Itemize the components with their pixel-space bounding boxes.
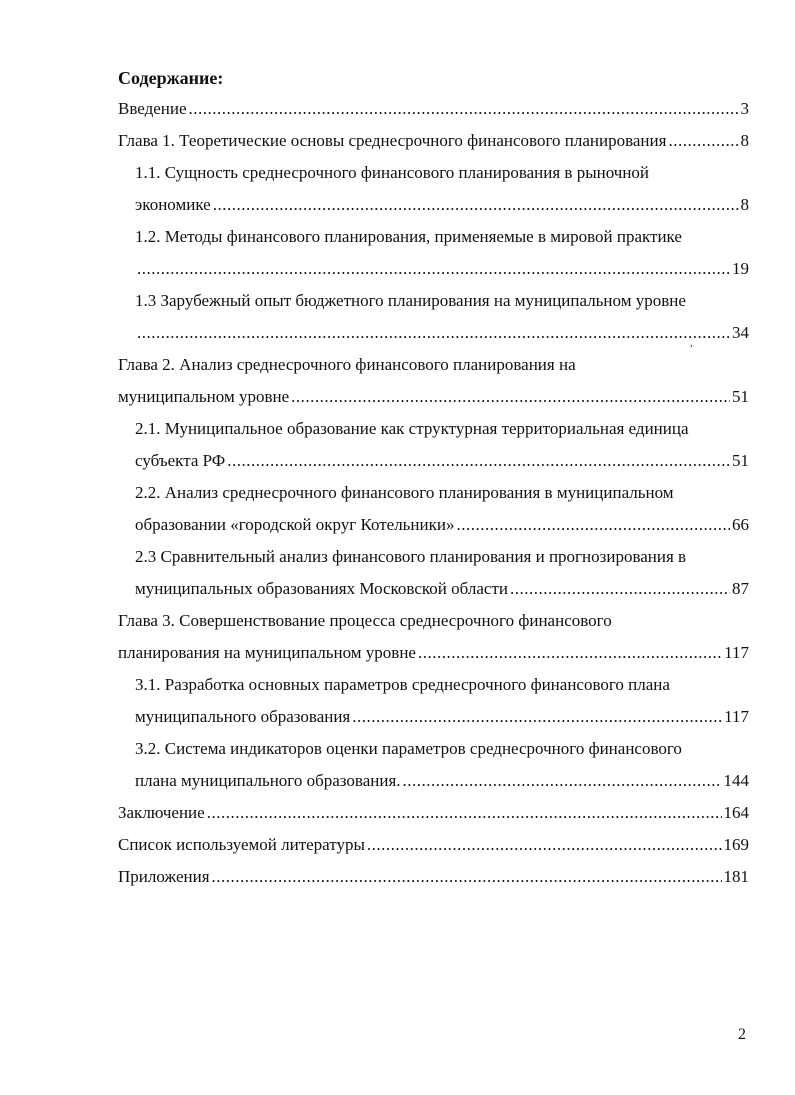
toc-entry-1-1 bbox=[135, 193, 749, 217]
toc-entry-title: Глава 1. Теоретические основы среднесрочного финансового планирования bbox=[118, 131, 667, 150]
toc-entry-1-1-line1: 1.1. Сущность среднесрочного финансового планирования в рыночной bbox=[135, 163, 650, 182]
toc-entry-3-2 bbox=[135, 769, 749, 793]
toc-entry-title: Заключение bbox=[118, 803, 205, 822]
toc-entry-title: муниципальных образованиях Московской области bbox=[135, 579, 508, 598]
toc-entry-1-3 bbox=[135, 321, 749, 345]
toc-entry-chapter-1 bbox=[118, 129, 749, 153]
toc-entry-chapter-3 bbox=[118, 641, 749, 665]
toc-entry-intro bbox=[118, 97, 749, 121]
leader-dots bbox=[137, 257, 730, 281]
toc-page-number: 87 bbox=[732, 579, 749, 598]
toc-page-number: 51 bbox=[732, 451, 749, 470]
leader-dots bbox=[352, 705, 722, 729]
toc-entry-appendix bbox=[118, 865, 749, 889]
toc-page-number: 164 bbox=[723, 803, 749, 822]
toc-entry-2-1 bbox=[135, 449, 749, 473]
toc-entry-2-3-line1: 2.3 Сравнительный анализ финансового планирования и прогнозирования в bbox=[135, 547, 687, 566]
toc-page-number: 51 bbox=[732, 387, 749, 406]
leader-dots bbox=[367, 833, 722, 857]
leader-dots bbox=[207, 801, 722, 825]
toc-entry-title: муниципального образования bbox=[135, 707, 351, 726]
toc-page-number: 117 bbox=[724, 707, 749, 726]
leader-dots bbox=[668, 129, 738, 153]
toc-entry-title: планирования на муниципальном уровне bbox=[118, 643, 416, 662]
toc-entry-1-2 bbox=[135, 257, 749, 281]
toc-entry-title: плана муниципального образования. bbox=[135, 771, 401, 790]
toc-page-number: 117 bbox=[724, 643, 749, 662]
leader-dots bbox=[291, 385, 730, 409]
leader-dots bbox=[189, 97, 739, 121]
toc-heading: Содержание: bbox=[118, 68, 224, 88]
toc-page-number: 8 bbox=[740, 131, 749, 150]
leader-dots bbox=[510, 577, 730, 601]
leader-dots bbox=[213, 193, 739, 217]
toc-entry-title: муниципальном уровне bbox=[118, 387, 290, 406]
toc-entry-title: экономике bbox=[135, 195, 211, 214]
toc-entry-3-1-line1: 3.1. Разработка основных параметров среднесрочного финансового плана bbox=[135, 675, 670, 694]
toc-entry-title: образовании «городской округ Котельники» bbox=[135, 515, 455, 534]
toc-page-number: 144 bbox=[723, 771, 749, 790]
leader-dots bbox=[227, 449, 730, 473]
toc-entry-2-1-line1: 2.1. Муниципальное образование как структурная территориальная единица bbox=[135, 419, 689, 438]
toc-entry-title: Введение bbox=[118, 99, 187, 118]
toc-page-number: 19 bbox=[732, 259, 749, 278]
toc-page-number: 181 bbox=[723, 867, 749, 886]
toc-entry-chapter-2-line1: Глава 2. Анализ среднесрочного финансового планирования на bbox=[118, 355, 576, 374]
leader-dots bbox=[137, 321, 730, 345]
toc-entry-3-2-line1: 3.2. Система индикаторов оценки параметров среднесрочного финансового bbox=[135, 739, 682, 758]
toc-page-number: 34 bbox=[732, 323, 749, 342]
toc-entry-1-2-line1: 1.2. Методы финансового планирования, применяемые в мировой практике bbox=[135, 227, 682, 246]
toc-entry-references bbox=[118, 833, 749, 857]
toc-entry-chapter-2 bbox=[118, 385, 749, 409]
leader-dots bbox=[418, 641, 722, 665]
toc-entry-1-3-line1: 1.3 Зарубежный опыт бюджетного планирования на муниципальном уровне bbox=[135, 291, 686, 310]
toc-entry-title: Приложения bbox=[118, 867, 210, 886]
toc-page-number: 3 bbox=[740, 99, 749, 118]
leader-dots bbox=[212, 865, 722, 889]
toc-entry-conclusion bbox=[118, 801, 749, 825]
toc-page-number: 169 bbox=[723, 835, 749, 854]
stray-mark: , bbox=[690, 337, 693, 349]
toc-entry-2-2-line1: 2.2. Анализ среднесрочного финансового планирования в муниципальном bbox=[135, 483, 674, 502]
toc-page-number: 66 bbox=[732, 515, 749, 534]
toc-entry-title: Список используемой литературы bbox=[118, 835, 365, 854]
toc-entry-2-2 bbox=[135, 513, 749, 537]
toc-page-number: 8 bbox=[740, 195, 749, 214]
toc-entry-2-3 bbox=[135, 577, 749, 601]
toc-entry-chapter-3-line1: Глава 3. Совершенствование процесса среднесрочного финансового bbox=[118, 611, 612, 630]
toc-entry-3-1 bbox=[135, 705, 749, 729]
page-number: 2 bbox=[738, 1026, 746, 1043]
toc-entry-title: субъекта РФ bbox=[135, 451, 226, 470]
leader-dots bbox=[457, 513, 731, 537]
leader-dots bbox=[403, 769, 722, 793]
